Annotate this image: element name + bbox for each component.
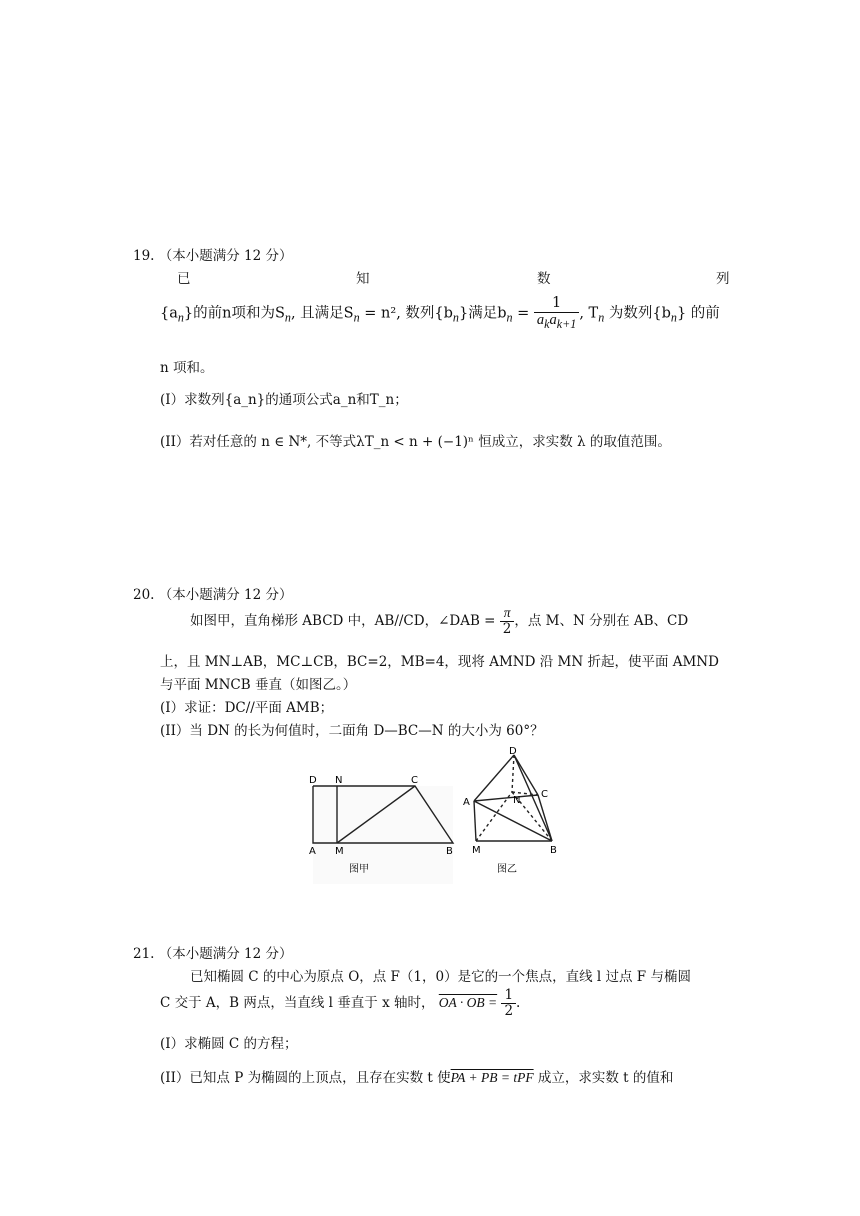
fig2-label-b: B [550,845,557,856]
q20-header: 20. （本小题满分 12 分） [133,587,293,603]
fig2-label-c: C [541,789,548,800]
q19-spread-3: 数 [537,271,551,287]
q19-part1: (I）求数列{a_n}的通项公式a_n和T_n； [160,392,408,408]
q20-line1: 如图甲，直角梯形 ABCD 中，AB//CD，∠DAB = $\frac{\pi}{2}$ ，点 M、N 分别在 AB、CD [190,605,689,637]
fig2-caption: 图乙 [497,864,517,875]
fig1-label-b: B [446,846,453,857]
q19-spread-4: 列 [716,271,730,287]
q20-line3: 与平面 MNCB 垂直（如图乙。） [160,677,357,693]
q21-header: 21. （本小题满分 12 分） [133,946,293,962]
q20-fraction: $\frac{\pi}{2}$ [500,606,515,637]
q20-part2: (II）当 DN 的长为何值时，二面角 D—BC—N 的大小为 60°？ [160,723,544,739]
q21-fraction: $\frac{1}{2}$ [501,988,516,1019]
fig1-caption: 图甲 [349,864,369,875]
fig1-label-c: C [411,775,418,786]
q19-part2: (II）若对任意的 n ∈ N*, 不等式λT_n < n + (−1)ⁿ 恒成立，求实数 λ 的取值范围。 [160,434,671,450]
fig1-label-m: M [335,846,344,857]
q19-spread-1: 已 [177,271,191,287]
q21-part1: (I）求椭圆 C 的方程； [160,1036,298,1052]
fig2-label-m: M [472,845,481,856]
q20-part1: (I）求证：DC//平面 AMB； [160,700,334,716]
figure-jia [300,745,470,885]
fig2-label-d: D [509,746,517,757]
q21-part2: (II）已知点 P 为椭圆的上顶点，且存在实数 t 使PA + PB = tPF 成立，求实数 t 的值和 [160,1070,674,1086]
fig1-label-a: A [309,846,316,857]
fig1-label-d: D [309,775,317,786]
q20-line2: 上，且 MN⊥AB，MC⊥CB，BC=2，MB=4，现将 AMND 沿 MN 折起，使平面 AMND [160,654,719,670]
q21-line1: 已知椭圆 C 的中心为原点 O，点 F（1，0）是它的一个焦点，直线 l 过点 F 与椭圆 [190,969,691,985]
q19-line3: n 项和。 [160,360,214,376]
q19-header: 19. （本小题满分 12 分） [133,248,293,264]
q19-spread-2: 知 [356,271,370,287]
q19-line2: $\{a_n\}$的前n项和为$S_n$, 且满足$S_n = n^2$, 数列$\{b_n\}$满足$b_n$ = $\frac{1}{a_ka_{k+1}}$ , $T_n$ 为数列$\{b_n\}$ 的前 [160,295,720,331]
q21-line2: C 交于 A，B 两点，当直线 l 垂直于 x 轴时， OA · OB = $\frac{1}{2}$ . [160,987,521,1019]
fig2-label-a: A [463,797,470,808]
fig2-label-n: N [513,795,521,806]
fig1-label-n: N [335,775,343,786]
figure-yi [460,745,570,885]
q19-fraction: $\frac{1}{a_ka_{k+1}}$ [534,296,579,331]
